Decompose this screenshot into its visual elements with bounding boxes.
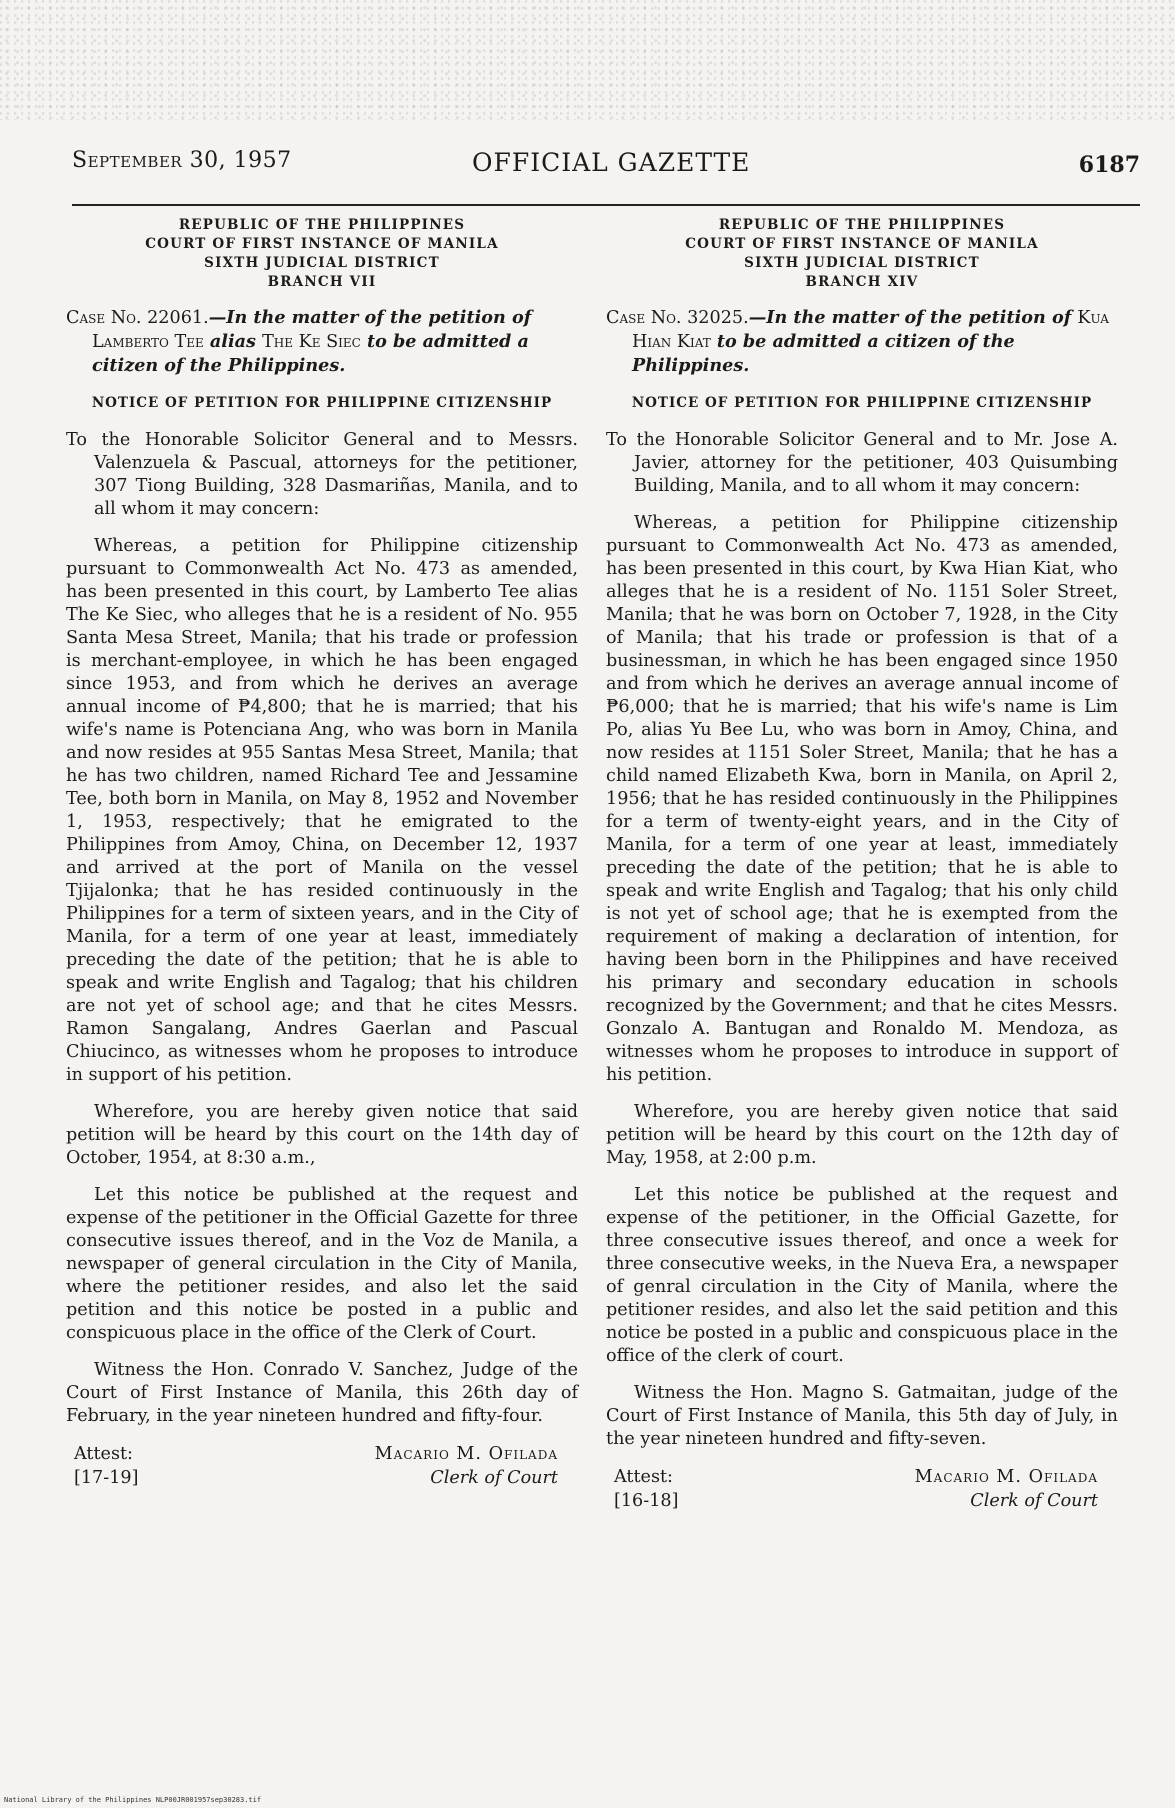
signature-block	[66, 1442, 578, 1512]
attest-label: Attest:	[74, 1444, 133, 1464]
page-header	[72, 142, 1140, 182]
right-column	[606, 214, 1118, 1535]
court-line: BRANCH VII	[267, 274, 377, 290]
clerk-name: Macario M. Ofilada	[374, 1444, 558, 1464]
case-text: —In the matter of the petition of	[748, 307, 1078, 328]
case-text-end: to be admitted a citizen of the Philippines.	[632, 331, 1015, 376]
court-heading	[606, 216, 1118, 292]
case-text: —In the matter of the petition of	[208, 307, 532, 328]
clerk-block	[375, 1442, 558, 1490]
address-paragraph: To the Honorable Solicitor General and to Messrs. Valenzuela & Pascual, attorneys for the petitioner, 307 Tiong Building, 328 Dasmariñas, Manila, and to all whom it may concern:	[66, 430, 578, 519]
publication-paragraph: Let this notice be published at the request and expense of the petitioner in the Official Gazette for three consecutive issues thereof, and in the Voz de Manila, a newspaper of general circulation in the City of Manila, where the petitioner resides, and also let the said petition and this notice be posted in a public and conspicuous place in the office of the Clerk of Court.	[66, 1185, 578, 1343]
clerk-block	[915, 1465, 1098, 1513]
case-text-end: to be admitted a citizen of the Philippines.	[92, 331, 529, 376]
witness-paragraph: Witness the Hon. Conrado V. Sanchez, Judge of the Court of First Instance of Manila, this 26th day of February, in the year nineteen hundred and fifty-four.	[66, 1360, 578, 1426]
case-number: Case No. 22061.	[66, 308, 209, 328]
scan-footer: National Library of the Philippines NLP00JR001957sep30283.tif	[4, 1796, 262, 1804]
court-line: SIXTH JUDICIAL DISTRICT	[204, 255, 440, 271]
left-column	[66, 214, 578, 1512]
signature-block	[606, 1465, 1118, 1535]
issue-range: [16-18]	[614, 1491, 679, 1511]
issue-date: September 30, 1957	[72, 148, 292, 173]
court-line: REPUBLIC OF THE PHILIPPINES	[718, 217, 1006, 233]
notice-heading: NOTICE OF PETITION FOR PHILIPPINE CITIZENSHIP	[91, 395, 553, 411]
witness-paragraph: Witness the Hon. Magno S. Gatmaitan, judge of the Court of First Instance of Manila, this 5th day of July, in the year nineteen hundred and fifty-seven.	[606, 1383, 1118, 1449]
clerk-title: Clerk of Court	[970, 1491, 1098, 1511]
petition-paragraph: Whereas, a petition for Philippine citizenship pursuant to Commonwealth Act No. 473 as amended, has been presented in this court, by Lamberto Tee alias The Ke Siec, who alleges that he is a resident of No. 955 Santa Mesa Street, Manila; that his trade or profession is merchant-employee, in which he has been engaged since 1953, and from which he derives an average annual income of ₱4,800; that he is married; that his wife's name is Potenciana Ang, who was born in Manila and now resides at 955 Santas Mesa Street, Manila; that he has two children, named Richard Tee and Jessamine Tee, both born in Manila, on May 8, 1952 and November 1, 1953, respectively; that he emigrated to the Philippines from Amoy, China, on December 12, 1937 and arrived at the port of Manila on the vessel Tjijalonka; that he has resided continuously in the Philippines for a term of sixteen years, and in the City of Manila, for a term of one year at least, immediately preceding the date of the petition; that he is able to speak and write English and Tagalog; that his children are not yet of school age; and that he cites Messrs. Ramon Sangalang, Andres Gaerlan and Pascual Chiucinco, as witnesses whom he proposes to introduce in support of his petition.	[66, 536, 578, 1085]
court-line: BRANCH XIV	[805, 274, 919, 290]
hearing-paragraph: Wherefore, you are hereby given notice that said petition will be heard by this court on the 12th day of May, 1958, at 2:00 p.m.	[606, 1102, 1118, 1168]
court-line: COURT OF FIRST INSTANCE OF MANILA	[145, 236, 499, 252]
address-paragraph: To the Honorable Solicitor General and to Mr. Jose A. Javier, attorney for the petitioner, 403 Quisumbing Building, Manila, and to all whom it may concern:	[606, 430, 1118, 496]
notice-heading: NOTICE OF PETITION FOR PHILIPPINE CITIZENSHIP	[631, 395, 1093, 411]
issue-range: [17-19]	[74, 1468, 139, 1488]
court-line: REPUBLIC OF THE PHILIPPINES	[178, 217, 466, 233]
header-rule	[72, 204, 1140, 206]
court-line: SIXTH JUDICIAL DISTRICT	[744, 255, 980, 271]
petition-paragraph: Whereas, a petition for Philippine citizenship pursuant to Commonwealth Act No. 473 as amended, has been presented in this court, by Kwa Hian Kiat, who alleges that he is a resident of No. 1151 Soler Street, Manila; that he was born on October 7, 1928, in the City of Manila; that his trade or profession is that of a businessman, in which he has been engaged since 1950 and from which he derives an average annual income of ₱6,000; that he is married; that his wife's name is Lim Po, alias Yu Bee Lu, who was born in Amoy, China, and now resides at 1151 Soler Street, Manila; that he has a child named Elizabeth Kwa, born in Manila, on April 2, 1956; that he has resided continuously in the Philippines for a term of twenty-eight years, and in the City of Manila, for a term of one year at least, immediately preceding the date of the petition; that he is able to speak and write English and Tagalog; that his only child is not yet of school age; that he is exempted from the requirement of making a declaration of intention, for having been born in the Philippines and have received his primary and secondary education in schools recognized by the Government; and that he cites Messrs. Gonzalo A. Bantugan and Ronaldo M. Mendoza, as witnesses whom he proposes to introduce in support of his petition.	[606, 513, 1118, 1085]
page-number: 6187	[1078, 152, 1140, 178]
hearing-paragraph: Wherefore, you are hereby given notice that said petition will be heard by this court on the 14th day of October, 1954, at 8:30 a.m.,	[66, 1102, 578, 1168]
court-heading	[66, 216, 578, 292]
court-line: COURT OF FIRST INSTANCE OF MANILA	[685, 236, 1039, 252]
petitioner-name: Lamberto Tee	[92, 332, 204, 352]
gazette-title: OFFICIAL GAZETTE	[472, 148, 751, 177]
scan-noise	[0, 0, 1175, 120]
attest-block	[614, 1465, 678, 1513]
clerk-name: Macario M. Ofilada	[914, 1467, 1098, 1487]
attest-block	[74, 1442, 138, 1490]
publication-paragraph: Let this notice be published at the request and expense of the petitioner, in the Official Gazette, for three consecutive issues thereof, and once a week for three consecutive weeks, in the Nueva Era, a newspaper of genral circulation in the City of Manila, where the petitioner resides, and also let the said petition and this notice be posted in a public and conspicuous place in the office of the clerk of court.	[606, 1185, 1118, 1366]
case-title	[606, 306, 1118, 378]
petitioner-name: Kua Hian Kiat	[632, 308, 1109, 352]
case-title	[66, 306, 578, 378]
petitioner-alias: The Ke Siec	[262, 332, 361, 352]
clerk-title: Clerk of Court	[430, 1468, 558, 1488]
case-alias: alias	[203, 331, 263, 352]
case-number: Case No. 32025.	[606, 308, 749, 328]
attest-label: Attest:	[614, 1467, 673, 1487]
